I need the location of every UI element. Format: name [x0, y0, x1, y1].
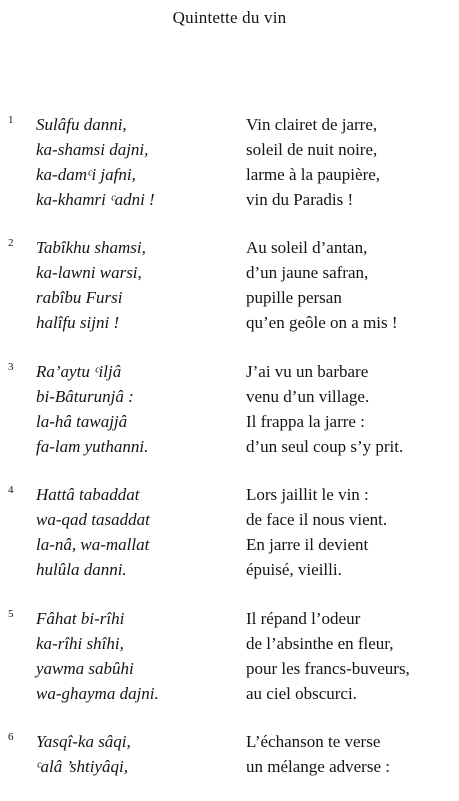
transliteration-line: Hattâ tabaddat	[36, 485, 140, 504]
french-column	[246, 359, 403, 459]
transliteration-line: Ra’aytu ᶜiljâ	[36, 362, 122, 381]
french-column	[246, 112, 380, 212]
transliteration-line: ka-shamsi dajni,	[36, 140, 149, 159]
stanza-number: 3	[8, 361, 14, 373]
transliteration-line: fa-lam yuthanni.	[36, 437, 149, 456]
stanza-6	[0, 729, 459, 789]
transliteration-column	[36, 729, 131, 779]
transliteration-column	[36, 112, 155, 212]
transliteration-line: ka-rîhi shîhi,	[36, 634, 124, 653]
french-line: épuisé, vieilli.	[246, 560, 342, 579]
french-line: En jarre il devient	[246, 535, 369, 554]
french-column	[246, 606, 410, 706]
french-column	[246, 729, 390, 779]
transliteration-line: la-hâ tawajjâ	[36, 412, 128, 431]
french-line: d’un seul coup s’y prit.	[246, 437, 404, 456]
french-line: Lors jaillit le vin :	[246, 485, 369, 504]
french-line: Il frappa la jarre :	[246, 412, 365, 431]
french-line: d’un jaune safran,	[246, 263, 369, 282]
stanza-5	[0, 606, 459, 706]
stanza-number: 2	[8, 237, 14, 249]
transliteration-column	[36, 482, 150, 582]
french-line: un mélange adverse :	[246, 757, 390, 776]
transliteration-line: bi-Bâturunjâ :	[36, 387, 134, 406]
transliteration-line: Tabîkhu shamsi,	[36, 238, 146, 257]
transliteration-line: ᶜalâ ’shtiyâqi,	[36, 757, 128, 776]
french-line: Il répand l’odeur	[246, 609, 361, 628]
french-line: de face il nous vient.	[246, 510, 388, 529]
french-line: larme à la paupière,	[246, 165, 381, 184]
stanza-number: 4	[8, 484, 14, 496]
transliteration-line: wa-qad tasaddat	[36, 510, 150, 529]
stanza-number: 5	[8, 608, 14, 620]
french-line: venu d’un village.	[246, 387, 370, 406]
transliteration-line: ka-damᶜi jafni,	[36, 165, 136, 184]
stanza-number: 1	[8, 114, 14, 126]
stanza-number: 6	[8, 731, 14, 743]
french-line: Au soleil d’antan,	[246, 238, 368, 257]
french-line: de l’absinthe en fleur,	[246, 634, 394, 653]
transliteration-line: halîfu sijni !	[36, 313, 120, 332]
transliteration-line: yawma sabûhi	[36, 659, 134, 678]
french-column	[246, 235, 398, 335]
french-line: soleil de nuit noire,	[246, 140, 378, 159]
poem-title: Quintette du vin	[172, 8, 287, 27]
stanza-3	[0, 359, 459, 459]
french-line: L’échanson te verse	[246, 732, 381, 751]
transliteration-column	[36, 359, 148, 459]
french-line: pupille persan	[246, 288, 342, 307]
transliteration-line: la-nâ, wa-mallat	[36, 535, 150, 554]
transliteration-line: Sulâfu danni,	[36, 115, 127, 134]
transliteration-column	[36, 606, 159, 706]
stanza-4	[0, 482, 459, 582]
transliteration-line: hulûla danni.	[36, 560, 127, 579]
french-line: vin du Paradis !	[246, 190, 354, 209]
transliteration-line: ka-khamri ᶜadni !	[36, 190, 155, 209]
transliteration-line: rabîbu Fursi	[36, 288, 123, 307]
transliteration-line: Yasqî-ka sâqi,	[36, 732, 131, 751]
transliteration-line: Fâhat bi-rîhi	[36, 609, 125, 628]
french-line: Vin clairet de jarre,	[246, 115, 378, 134]
stanza-2	[0, 235, 459, 335]
transliteration-column	[36, 235, 146, 335]
transliteration-line: wa-ghayma dajni.	[36, 684, 159, 703]
french-line: au ciel obscurci.	[246, 684, 357, 703]
french-column	[246, 482, 387, 582]
stanza-1	[0, 112, 459, 212]
french-line: qu’en geôle on a mis !	[246, 313, 398, 332]
french-line: J’ai vu un barbare	[246, 362, 369, 381]
transliteration-line: ka-lawni warsi,	[36, 263, 142, 282]
french-line: pour les francs-buveurs,	[246, 659, 410, 678]
